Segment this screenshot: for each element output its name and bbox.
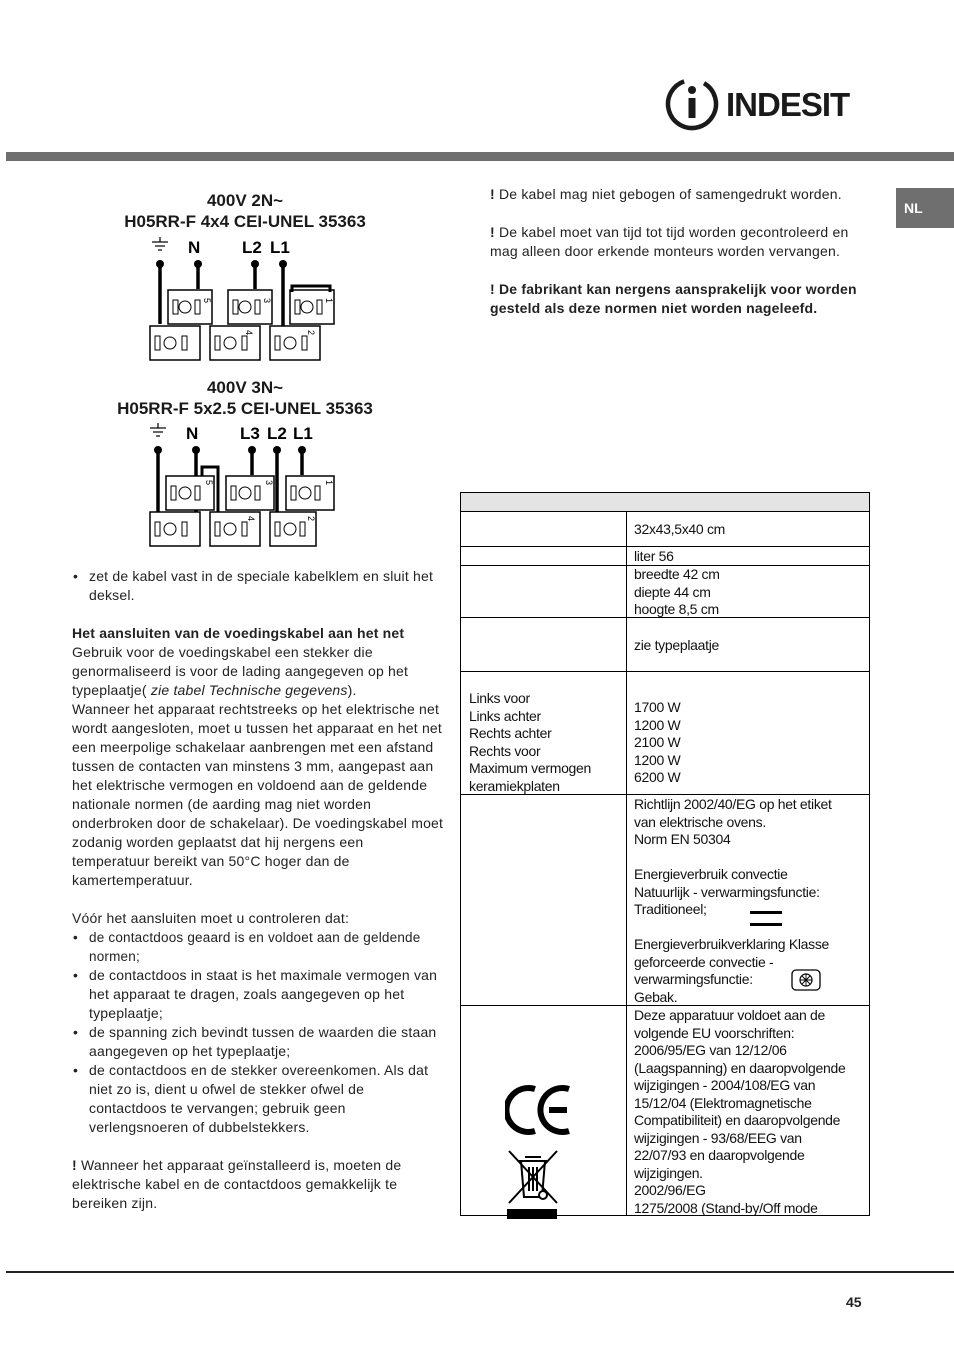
check-item: • de contactdoos geaard is en voldoet aan de geldende normen; bbox=[72, 928, 445, 966]
label-l3-2: L3 bbox=[240, 424, 260, 443]
svg-text:1: 1 bbox=[324, 298, 334, 304]
label-l1-2: L1 bbox=[293, 424, 313, 443]
traditional-heating-icon bbox=[749, 909, 783, 929]
paragraph-plug: Gebruik voor de voedingskabel een stekker die genormaliseerd is voor de lading aangegeven op het typeplaatje( zie tabel Technische gegevens). bbox=[72, 644, 409, 698]
svg-text:5: 5 bbox=[202, 298, 212, 304]
wiring-cable-2: H05RR-F 5x2.5 CEI-UNEL 35363 bbox=[117, 399, 373, 418]
cell-voltage: zie typeplaatje bbox=[634, 637, 720, 653]
svg-text:4: 4 bbox=[246, 516, 256, 522]
cell-eu-directives: Deze apparatuur voldoet aan de volgende EU voorschriften: 2006/95/EG van 12/12/06 (Laagspanning) en daaropvolgende wijzigingen - 2004/108/EG van 15/12/04 (Elektromagnetische Compatibiliteit) en daaropvolgende wijzigingen - 93/68/EEG van 22/07/93 en daaropvolgende wijzigingen. 2002/96/EG 1275/2008 (Stand-by/Off mode bbox=[634, 1007, 846, 1216]
header-bar bbox=[6, 152, 954, 161]
label-l2-2: L2 bbox=[267, 424, 287, 443]
section-title: Het aansluiten van de voedingskabel aan het net bbox=[72, 625, 405, 641]
svg-text:INDESIT: INDESIT bbox=[726, 86, 850, 123]
wiring-voltage-1: 400V 2N~ bbox=[206, 191, 284, 210]
cell-dimensions: 32x43,5x40 cm bbox=[634, 521, 726, 537]
cell-watts: 1700 W 1200 W 2100 W 1200 W 6200 W bbox=[634, 699, 681, 785]
wiring-cable-1: H05RR-F 4x4 CEI-UNEL 35363 bbox=[124, 212, 366, 231]
warning-1: ! De kabel mag niet gebogen of samengedrukt worden. bbox=[490, 186, 842, 202]
page-number: 45 bbox=[846, 1294, 862, 1310]
svg-text:3: 3 bbox=[262, 298, 272, 304]
check-item: • de contactdoos en de stekker overeenkomen. Als dat niet zo is, dient u ofwel de stekker ofwel de contactdoos te vervangen; gebruik geen verlengsnoeren of dubbelstekkers. bbox=[72, 1061, 445, 1137]
wiring-diagram-1 bbox=[140, 234, 350, 364]
indesit-logo bbox=[664, 76, 874, 132]
cell-volume: liter 56 bbox=[634, 548, 674, 564]
weee-bin-icon bbox=[505, 1147, 561, 1219]
warning-2: ! De kabel moet van tijd tot tijd worden gecontroleerd en mag alleen door erkende monteurs worden vervangen. bbox=[490, 224, 849, 259]
svg-text:1: 1 bbox=[324, 480, 334, 486]
svg-text:2: 2 bbox=[306, 330, 316, 336]
wiring-diagram-2 bbox=[140, 420, 350, 550]
check-intro: Vóór het aansluiten moet u controleren dat: bbox=[72, 910, 350, 926]
svg-text:5: 5 bbox=[204, 480, 214, 486]
cell-energy-label: Richtlijn 2002/40/EG op het etiket van elektrische ovens. Norm EN 50304 Energieverbruik convectie Natuurlijk - verwarmingsfunctie: Traditioneel; Energieverbruikverklaring Klasse geforceerde convectie - verwarmingsfunctie: Gebak. bbox=[634, 796, 832, 1005]
table-header bbox=[461, 493, 869, 511]
cell-useful-dimensions: breedte 42 cm diepte 44 cm hoogte 8,5 cm bbox=[634, 566, 720, 617]
label-l2-1: L2 bbox=[242, 238, 262, 257]
bullet-cable-clamp: • zet de kabel vast in de speciale kabelklem en sluit het deksel. bbox=[72, 567, 445, 605]
left-column-text bbox=[72, 567, 445, 1213]
wiring-voltage-2: 400V 3N~ bbox=[206, 378, 284, 397]
right-column-warnings bbox=[490, 185, 860, 318]
wiring-title-1 bbox=[90, 190, 400, 232]
check-item: • de spanning zich bevindt tussen de waarden die staan aangegeven op het typeplaatje; bbox=[72, 1023, 445, 1061]
ce-mark-icon bbox=[505, 1083, 575, 1137]
technical-data-table bbox=[460, 492, 870, 1216]
wiring-title-2 bbox=[90, 377, 400, 419]
fan-convection-icon bbox=[791, 969, 821, 991]
svg-text:2: 2 bbox=[306, 516, 316, 522]
label-n-2: N bbox=[186, 424, 199, 443]
warning-3: ! De fabrikant kan nergens aansprakelijk voor worden gesteld als deze normen niet worden nageleefd. bbox=[490, 281, 857, 316]
paragraph-switch: Wanneer het apparaat rechtstreeks op het elektrische net wordt aangesloten, moet u tussen het apparaat en het net een meerpolige schakelaar aanbrengen met een afstand tussen de contacten van minstens 3 mm, aangepast aan het elektrische vermogen en voldoend aan de geldende nationale normen (de aarding mag niet worden onderbroken door de schakelaar). De voedingskabel moet zodanig worden geplaatst dat hij nergens een temperatuur bereikt van 50°C hoger dan de kamertemperatuur. bbox=[72, 701, 444, 888]
cell-zones: Links voor Links achter Rechts achter Rechts voor Maximum vermogen keramiekplaten bbox=[469, 690, 592, 794]
svg-text:3: 3 bbox=[264, 480, 274, 486]
final-note: ! Wanneer het apparaat geïnstalleerd is, moeten de elektrische kabel en de contactdoos gemakkelijk te bereiken zijn. bbox=[72, 1157, 402, 1211]
check-item: • de contactdoos in staat is het maximale vermogen van het apparaat te dragen, zoals aangegeven op het typeplaatje; bbox=[72, 966, 445, 1023]
footer-rule bbox=[6, 1271, 954, 1273]
label-l1-1: L1 bbox=[270, 238, 290, 257]
language-tab[interactable]: NL bbox=[896, 188, 954, 228]
label-n-1: N bbox=[188, 238, 201, 257]
svg-text:4: 4 bbox=[244, 330, 254, 336]
